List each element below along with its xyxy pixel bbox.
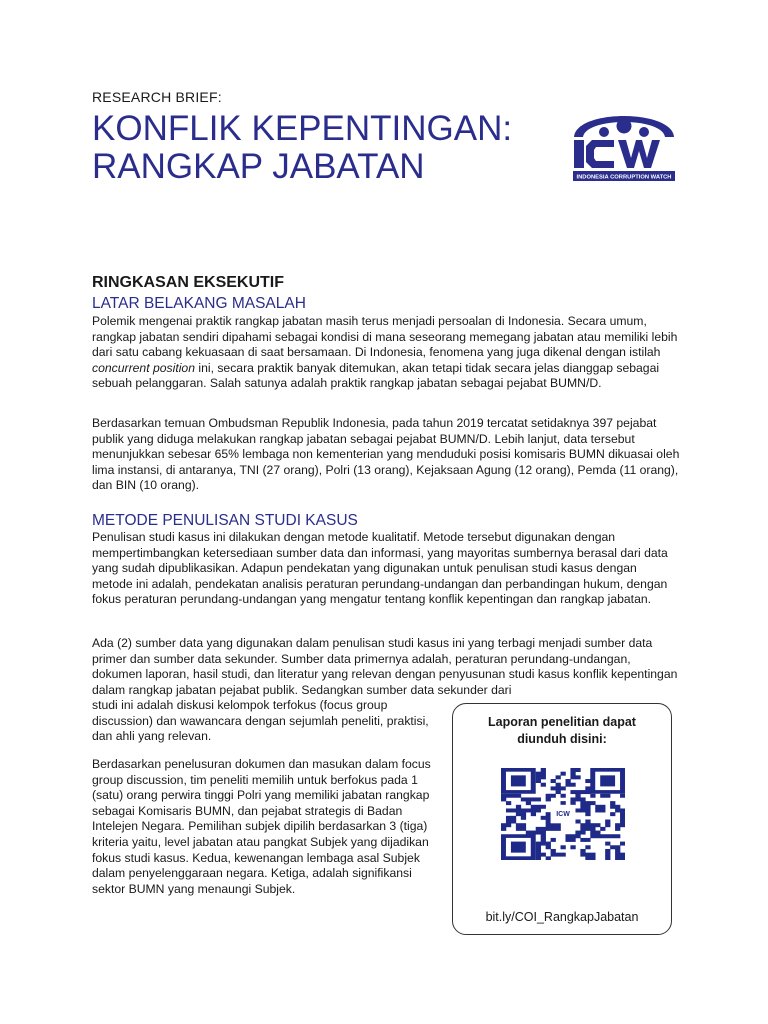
section-method-heading: METODE PENULISAN STUDI KASUS <box>92 512 358 529</box>
title-line-2: RANGKAP JABATAN <box>92 147 425 186</box>
p1-text-a: Polemik mengenai praktik rangkap jabatan masih terus menjadi persoalan di Indonesia. Secara umum, rangkap jabatan sendiri dipahami sebagai kondisi di mana seseorang memegang jabatan atau memiliki lebih dari satu cabang kekuasaan di saat bersamaan. Di Indonesia, fenomena yang juga dikenal dengan istilah <box>92 314 678 360</box>
section-background-heading: LATAR BELAKANG MASALAH <box>92 295 306 312</box>
doc-kicker: RESEARCH BRIEF: <box>92 89 222 105</box>
p1-italic-term: concurrent position <box>92 360 195 375</box>
qr-title-line-1: Laporan penelitian dapat <box>488 715 636 729</box>
paragraph-method-2: Ada (2) sumber data yang digunakan dalam penulisan studi kasus ini yang terbagi menjadi sumber data primer dan sumber data sekunder. Sumber data primernya adalah, peraturan perundang-undangan, dokumen laporan, hasil studi, dan literatur yang relevan dengan penyusunan studi kasus konflik kepentingan dalam rangkap jabatan pejabat publik. Sedangkan sumber data sekunder dari <box>92 636 678 697</box>
paragraph-background-1 <box>92 314 680 392</box>
qr-code[interactable] <box>501 768 625 860</box>
summary-heading: RINGKASAN EKSEKUTIF <box>92 274 285 291</box>
paragraph-background-2: Berdasarkan temuan Ombudsman Republik Indonesia, pada tahun 2019 tercatat setidaknya 397 pejabat publik yang diduga melakukan rangkap jabatan sebagai pejabat BUMN/D. Lebih lanjut, data tersebut menunjukkan sebesar 65% lembaga non kementerian yang menduduki posisi komisaris BUMN dikuasai oleh lima instansi, di antaranya, TNI (27 orang), Polri (13 orang), Kejaksaan Agung (12 orang), Pemda (11 orang), dan BIN (10 orang). <box>92 416 680 493</box>
qr-title-line-2: diunduh disini: <box>517 732 607 746</box>
qr-download-box <box>452 703 672 935</box>
icw-logo <box>570 104 678 182</box>
title-line-1: KONFLIK KEPENTINGAN: <box>92 109 513 148</box>
logo-tagline: INDONESIA CORRUPTION WATCH <box>576 174 672 181</box>
p1-text-b: ini, secara praktik banyak ditemukan, akan tetapi tidak secara jelas dianggap sebagai sebuah pelanggaran. Salah satunya adalah praktik rangkap jabatan sebagai pejabat BUMN/D. <box>92 360 660 391</box>
paragraph-method-1: Penulisan studi kasus ini dilakukan dengan metode kualitatif. Metode tersebut digunakan dengan mempertimbangkan ketersediaan sumber data dan informasi, yang mayoritas sumbernya berasal dari data yang sudah dipublikasikan. Adapun pendekatan yang digunakan untuk penulisan studi kasus dengan metode ini adalah, pendekatan analisis peraturan perundang-undangan dan perbandingan hukum, dengan fokus peraturan perundang-undangan yang mengatur tentang konflik kepentingan dan rangkap jabatan. <box>92 530 668 607</box>
paragraph-method-2-cont: studi ini adalah diskusi kelompok terfokus (focus group discussion) dan wawancara dengan sejumlah peneliti, praktisi, dan ahli yang relevan. <box>92 698 429 744</box>
download-link[interactable]: bit.ly/COI_RangkapJabatan <box>485 910 639 924</box>
qr-logo-mark: ICW <box>556 811 570 819</box>
paragraph-method-3: Berdasarkan penelusuran dokumen dan masukan dalam focus group discussion, tim peneliti memilih untuk berfokus pada 1 (satu) orang perwira tinggi Polri yang memiliki jabatan rangkap sebagai Komisaris BUMN, dan pejabat strategis di Badan Intelejen Negara. Pemilihan subjek dipilih berdasarkan 3 (tiga) kriteria yaitu, level jabatan atau pangkat Subjek yang dijadikan fokus studi kasus. Kedua, kewenangan lembaga asal Subjek dalam penyelenggaraan negara. Ketiga, adalah signifikansi sektor BUMN yang menaungi Subjek. <box>92 757 431 896</box>
doc-title <box>92 110 512 186</box>
qr-box-title <box>453 714 671 748</box>
